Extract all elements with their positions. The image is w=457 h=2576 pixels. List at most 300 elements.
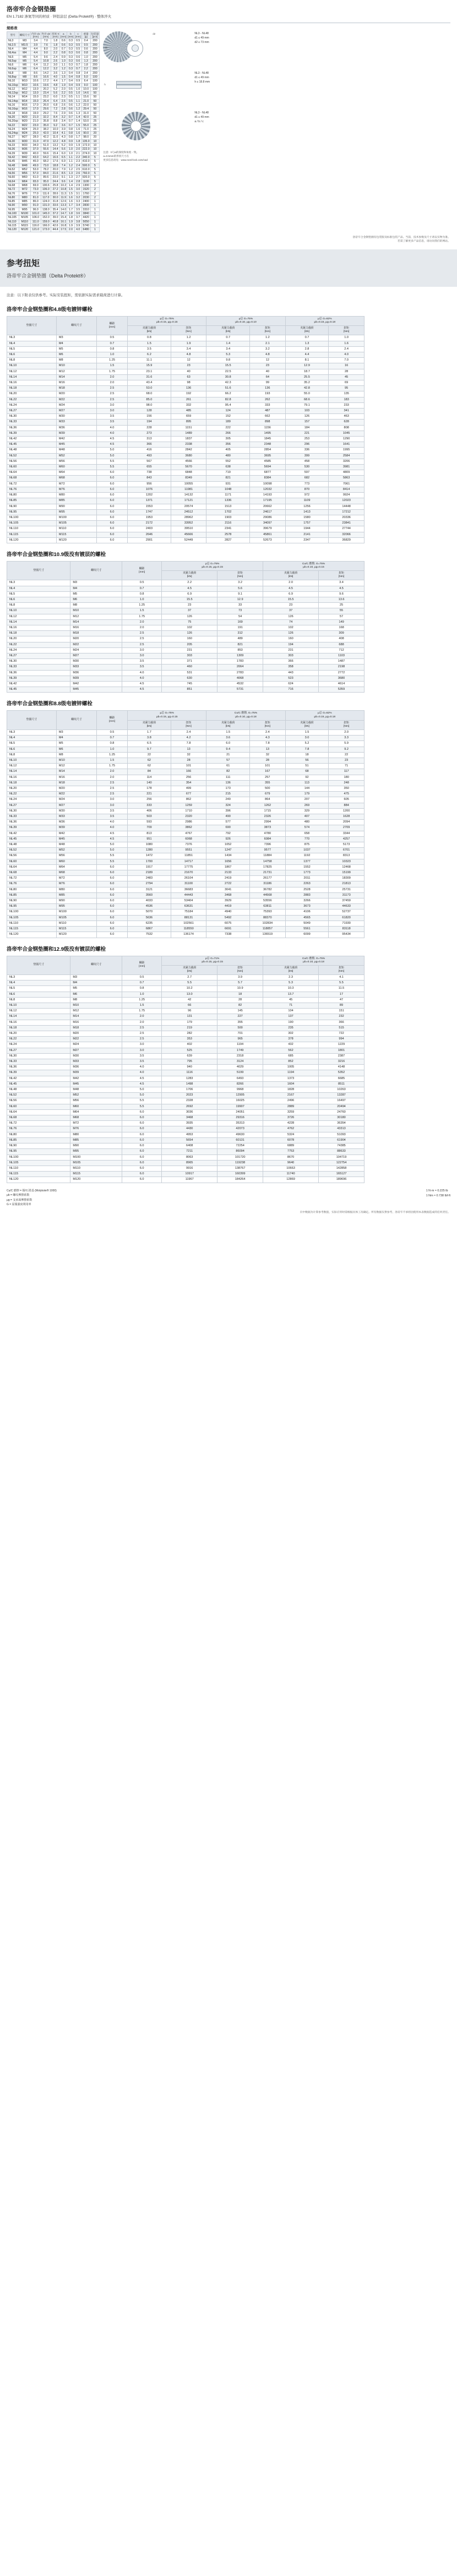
torque-row-washer: NL52 (7, 1093, 70, 1098)
torque-cell: 4.5 (96, 831, 127, 836)
torque-cell: 36683 (171, 887, 206, 892)
spec-cell: 1.3 (74, 111, 81, 115)
note2-line1: NL3 - NL48 (194, 71, 209, 75)
spec-cell: 9.2 (51, 123, 60, 127)
torque-cell: 745 (162, 682, 217, 687)
torque-cell: 6.2 (128, 352, 171, 358)
torque-cell: 43313 (319, 1126, 364, 1132)
torque-cell: 11981 (171, 487, 206, 492)
torque-cell: 1.0 (122, 992, 162, 997)
torque-cell: 6.0 (96, 498, 127, 504)
torque-cell: 6.0 (96, 892, 127, 898)
table-row (7, 346, 364, 352)
torque-cell: 145 (217, 1009, 263, 1014)
spec-cell: M8 (19, 75, 30, 79)
torque-cell: 53556 (250, 898, 286, 904)
torque-row-washer: NL42 (7, 682, 70, 687)
torque-cell: 1192 (285, 853, 329, 859)
torque-cell: 3.0 (96, 803, 127, 808)
torque-cell: 2.5 (96, 780, 127, 786)
torque-cell: 3.0 (122, 647, 162, 653)
torque-row-washer: NL68 (7, 870, 57, 876)
table-row (7, 780, 364, 786)
torque-cell: 2.5 (96, 786, 127, 792)
torque-cell: 20574 (171, 504, 206, 509)
spec-cell: 1.4 (67, 179, 74, 183)
table-row (7, 39, 100, 43)
spec-cell: 1.9 (74, 144, 81, 148)
torque-cell: 19907 (217, 1104, 263, 1109)
torque-row-thread: M16 (56, 775, 96, 780)
torque-cell: 165127 (319, 1172, 364, 1177)
torque-row-thread: M95 (56, 904, 96, 910)
spec-cell: 35.0 (41, 123, 51, 127)
spec-cell: 25 (90, 123, 100, 127)
spec-cell: 124.0 (41, 200, 51, 204)
torque-cell: 156 (128, 414, 171, 420)
torque-row-thread: M22 (70, 1037, 122, 1042)
spec-row-model: NL22 (7, 123, 19, 127)
torque-cell: 1194 (263, 1070, 319, 1076)
torque-row-washer: NL30 (7, 659, 70, 665)
washer-band-upper (116, 81, 142, 85)
torque-cell: 6493 (217, 1076, 263, 1081)
spec-cell: 7.9 (60, 167, 67, 171)
torque-cell: 4.4 (285, 352, 329, 358)
torque-section (0, 543, 457, 693)
torque-cell: 324 (206, 803, 250, 808)
spec-row-model: NL45 (7, 160, 19, 164)
torque-cell: 593 (128, 820, 171, 825)
torque-row-thread: M30 (70, 659, 122, 665)
torque-cell: 2.5 (122, 1025, 162, 1031)
torque-row-washer: NL22 (7, 1037, 70, 1042)
torque-col-header: 垫圈尺寸 (7, 316, 57, 335)
spec-cell: M27 (19, 135, 30, 139)
torque-row-washer: NL85 (7, 498, 57, 504)
torque-cell: 475 (329, 792, 364, 797)
spec-cell: M4 (19, 47, 30, 51)
torque-cell: 92 (285, 775, 329, 780)
table-row (7, 470, 364, 476)
torque-cell: 677 (171, 792, 206, 797)
spec-cell: 5 (90, 176, 100, 179)
spec-cell: 42.0 (41, 132, 51, 135)
dim-label-h: h (104, 83, 106, 86)
torque-cell: 1005 (263, 1065, 319, 1070)
spec-cell: 0.8 (67, 135, 74, 139)
torque-row-washer: NL4 (7, 981, 70, 986)
spec-cell: 20 (90, 135, 100, 139)
torque-cell: 8349 (171, 476, 206, 481)
torque-row-thread: M18 (56, 386, 96, 391)
torque-row-washer: NL18 (7, 1025, 70, 1031)
torque-cell: 0.7 (122, 586, 162, 591)
torque-cell: 3.0 (285, 736, 329, 741)
torque-cell: 5731 (217, 687, 263, 693)
cam-bore-icon (130, 121, 142, 132)
spec-cell: 15.4 (61, 216, 67, 220)
torque-row-washer: NL42 (7, 1076, 70, 1081)
spec-cell: 3.7 (74, 216, 81, 220)
spec-cell: M36 (19, 148, 30, 151)
torque-cell: 9.6 (319, 591, 364, 597)
torque-cell: 126 (285, 414, 329, 420)
spec-row-model: NL14sp (7, 99, 19, 103)
torque-cell: 2827 (206, 537, 250, 543)
spec-cell: 17.0 (30, 104, 41, 107)
spec-cell: 0.3 (67, 67, 74, 71)
torque-cell: 4.1 (319, 975, 364, 981)
torque-cell: 128 (128, 409, 171, 414)
torque-cell: 3.3 (329, 736, 364, 741)
spec-cell: 20 (90, 132, 100, 135)
table-row (7, 876, 364, 881)
torque-cell: 27744 (329, 526, 364, 532)
torque-row-washer: NL30 (7, 1053, 70, 1059)
torque-cell: 5636 (128, 915, 171, 921)
spec-cell: 2.5 (74, 167, 81, 171)
spec-cell: 3.3 (74, 200, 81, 204)
torque-group-header: μ总 G=75% μb=0.15, μg=0.15 (162, 561, 263, 570)
torque-row-thread: M85 (56, 892, 96, 898)
spec-cell: 33.6 (51, 204, 60, 208)
spec-cell: M12 (19, 87, 30, 91)
spec-cell: 31.8 (51, 200, 60, 204)
torque-cell: 0.8 (96, 346, 127, 352)
table-row (7, 614, 364, 619)
torque-row-washer: NL45 (7, 836, 57, 842)
spec-bottom-note-2: 若需了解更多产品信息，请访问我们的网站。 (398, 240, 450, 243)
spec-col-header: a [mm] (61, 32, 67, 39)
torque-cell: 1373 (263, 1076, 319, 1081)
torque-cell: 126 (162, 631, 217, 636)
table-row (7, 515, 364, 520)
torque-row-thread: M80 (56, 887, 96, 892)
torque-cell: 85.0 (128, 397, 171, 402)
torque-cell: 2338 (171, 442, 206, 448)
torque-cell: 1702 (206, 509, 250, 515)
spec-cell: 2.4 (74, 164, 81, 167)
spec-cell: 1.0 (74, 87, 81, 91)
torque-row-thread: M27 (70, 653, 122, 659)
torque-cell: 2.5 (96, 386, 127, 391)
spec-cell: 95.0 (41, 179, 51, 183)
table-row (7, 176, 100, 179)
torque-cell: 72254 (217, 1143, 263, 1149)
spec-cell: M52 (19, 167, 30, 171)
table-row (7, 127, 100, 131)
torque-cell: 2883 (285, 892, 329, 898)
torque-cell: 6.0 (122, 1172, 162, 1177)
torque-subcol-header: 夹紧力载荷 [kN] (263, 571, 319, 580)
spec-cell: M39 (19, 151, 30, 155)
torque-row-washer: NL16 (7, 1020, 70, 1025)
torque-cell: 1.5 (96, 758, 127, 764)
torque-cell: 3.5 (122, 665, 162, 670)
torque-cell: 88370 (250, 915, 286, 921)
table-row (7, 1003, 364, 1009)
torque-row-thread: M8 (56, 752, 96, 758)
torque-cell: 4.0 (96, 825, 127, 831)
torque-row-washer: NL8 (7, 997, 70, 1003)
torque-cell: 30.8 (206, 374, 250, 380)
table-row (7, 71, 100, 75)
spec-cell: 98.0 (81, 135, 90, 139)
spec-cell: 5740 (81, 224, 90, 227)
drawing-row-3 (103, 111, 268, 145)
torque-cell: 1710 (171, 808, 206, 814)
spec-cell: M45 (19, 160, 30, 164)
torque-row-washer: NL33 (7, 420, 57, 425)
spec-cell: 2.2 (60, 91, 67, 95)
note1-line1: NL3 - NL48 (194, 31, 209, 35)
spec-cell: 10.8 (41, 59, 51, 63)
torque-cell: 222 (206, 425, 250, 431)
torque-cell: 303 (162, 653, 217, 659)
torque-cell: 480 (206, 453, 250, 459)
torque-row-washer: NL6 (7, 597, 70, 603)
torque-cell: 356 (206, 442, 250, 448)
spec-cell: 1 (90, 200, 100, 204)
table-row (7, 111, 100, 115)
spec-col-header: 内径 d1 [mm] (31, 32, 40, 39)
drawing-footnotes (103, 150, 268, 162)
torque-row-washer: NL33 (7, 1059, 70, 1065)
torque-row-thread: M24 (70, 1042, 122, 1048)
torque-cell: 7396 (250, 842, 286, 848)
spec-cell: 1 (90, 216, 100, 220)
torque-row-thread: M6 (56, 352, 96, 358)
table-row (7, 752, 364, 758)
footer-conversion-line: 1 Nm ≈ 0.738 lbf·ft (426, 1194, 450, 1197)
spec-cell: 4.1 (60, 132, 67, 135)
torque-cell: 3.0 (96, 409, 127, 414)
table-row (7, 498, 364, 504)
torque-cell: 173 (206, 786, 250, 792)
torque-cell: 6.0 (96, 493, 127, 498)
torque-cell: 1151 (171, 425, 206, 431)
torque-cell: 98.0 (128, 402, 171, 408)
spec-cell: 2 (90, 184, 100, 188)
torque-row-washer: NL100 (7, 515, 57, 520)
spec-cell: 5.0 (81, 75, 90, 79)
spec-cell: 15.0 (30, 95, 41, 99)
torque-cell: 2189 (128, 870, 171, 876)
torque-table (7, 710, 364, 938)
torque-row-washer: NL16 (7, 380, 57, 386)
spec-cell: 1.4 (67, 184, 74, 188)
torque-cell: 4.0 (122, 676, 162, 681)
spec-cell: 69.0 (30, 184, 41, 188)
spec-cell: 0.7 (67, 115, 74, 119)
spec-cell: 2.6 (51, 59, 60, 63)
torque-row-thread: M4 (70, 586, 122, 591)
torque-row-thread: M3 (70, 975, 122, 981)
spec-cell: 23.2 (41, 95, 51, 99)
torque-cell: 5.0 (96, 848, 127, 853)
torque-row-thread: M68 (56, 476, 96, 481)
torque-cell: 4532 (217, 682, 263, 687)
torque-row-thread: M27 (56, 803, 96, 808)
table-row (7, 741, 364, 747)
torque-cell: 358 (263, 665, 319, 670)
torque-cell: 17121 (171, 498, 206, 504)
torque-row-thread: M90 (70, 1143, 122, 1149)
page-title: 洛帝牢合金钢垫圈 (7, 6, 56, 13)
torque-row-thread: M39 (70, 676, 122, 681)
spec-cell: 152.0 (41, 216, 51, 220)
torque-cell: 3.5 (122, 659, 162, 665)
torque-cell: 3873 (250, 825, 286, 831)
spec-cell: 27.2 (51, 188, 60, 192)
torque-cell: 4.0 (122, 1070, 162, 1076)
torque-cell: 12869 (263, 1177, 319, 1183)
torque-cell: 232 (319, 1014, 364, 1020)
torque-cell: 55 (319, 608, 364, 614)
torque-row-washer: NL18 (7, 631, 70, 636)
torque-header-row-1 (7, 561, 364, 570)
torque-cell: 6.0 (96, 470, 127, 476)
torque-cell: 2.2 (162, 580, 217, 586)
torque-cell: 71 (329, 764, 364, 769)
torque-cell: 16497 (319, 1098, 364, 1104)
spec-cell: 10.4 (51, 132, 60, 135)
spec-row-model: NL72 (7, 188, 19, 192)
torque-cell: 3124 (217, 1059, 263, 1065)
table-row (7, 775, 364, 780)
torque-cell: 5173 (329, 842, 364, 848)
spec-row-model: NL8sp (7, 75, 19, 79)
torque-cell: 126 (162, 614, 217, 619)
torque-row-thread: M6 (70, 597, 122, 603)
torque-cell: 8414 (329, 487, 364, 492)
spec-cell: M20 (19, 119, 30, 123)
torque-cell: 9577 (250, 848, 286, 853)
torque-cell: 1.75 (122, 614, 162, 619)
torque-row-thread: M24 (56, 797, 96, 803)
spec-cell: 29.4 (81, 107, 90, 111)
torque-cell: 366 (128, 442, 171, 448)
spec-cell: 100 (90, 83, 100, 87)
torque-row-washer: NL90 (7, 504, 57, 509)
torque-row-thread: M110 (56, 526, 96, 532)
spec-cell: 68.2 (41, 160, 51, 164)
torque-cell: 111 (206, 775, 250, 780)
spec-cell: 0.8 (81, 51, 90, 55)
table-row (7, 391, 364, 397)
torque-cell: 12468 (329, 864, 364, 870)
torque-row-washer: NL6 (7, 747, 57, 752)
spec-row-model: NL24 (7, 127, 19, 131)
table-row (7, 155, 100, 159)
torque-cell: 4.5 (162, 586, 217, 591)
torque-cell: 5.5 (96, 465, 127, 470)
spec-cell: 1760 (81, 192, 90, 195)
table-row (7, 160, 100, 164)
spec-cell: M18 (19, 111, 30, 115)
torque-cell: 167 (250, 769, 286, 775)
spec-cell: 23.4 (41, 91, 51, 95)
torque-row-thread: M12 (70, 1009, 122, 1014)
torque-cell: 2.5 (96, 391, 127, 397)
torque-cell: 341 (329, 409, 364, 414)
spec-row-model: NL16sp (7, 107, 19, 111)
torque-cell: 5561 (285, 927, 329, 932)
spec-row-model: NL39 (7, 151, 19, 155)
torque-cell: 9640 (263, 1160, 319, 1166)
spec-cell: 35.4 (51, 208, 60, 211)
torque-cell: 4.8 (171, 352, 206, 358)
spec-cell: 3840 (81, 212, 90, 216)
spec-cell: 2 (90, 195, 100, 199)
table-row (7, 636, 364, 642)
torque-cell: 63631 (171, 904, 206, 910)
torque-cell: 20662 (250, 504, 286, 509)
table-row (7, 1076, 364, 1081)
torque-cell: 23.1 (128, 369, 171, 374)
torque-cell: 2.0 (122, 1020, 162, 1025)
torque-row-washer: NL52 (7, 453, 57, 459)
spec-cell: M10 (19, 83, 30, 87)
torque-cell: 7338 (206, 932, 250, 938)
torque-cell: 253 (285, 437, 329, 442)
torque-cell: 2901 (128, 537, 171, 543)
torque-cell: 662 (250, 414, 286, 420)
torque-cell: 23841 (329, 521, 364, 526)
torque-cell: 0.7 (96, 736, 127, 741)
torque-row-thread: M85 (70, 1137, 122, 1143)
torque-cell: 688 (319, 642, 364, 647)
torque-cell: 118857 (250, 927, 286, 932)
torque-cell: 2496 (263, 1098, 319, 1104)
torque-cell: 313 (128, 437, 171, 442)
spec-cell: 15.0 (30, 99, 41, 103)
torque-cell: 10098 (250, 481, 286, 487)
spec-cell: 23.0 (30, 123, 41, 127)
spec-cell: 2 (90, 192, 100, 195)
torque-cell: 795 (162, 1059, 217, 1065)
torque-cell: 13.7 (263, 992, 319, 997)
spec-cell: 2.1 (74, 151, 81, 155)
torque-cell: 6068 (171, 836, 206, 842)
torque-row-thread: M36 (56, 820, 96, 825)
torque-cell: 6.0 (96, 509, 127, 515)
torque-cell: 37 (162, 608, 217, 614)
spec-cell: 1.3 (81, 59, 90, 63)
torque-cell: 6.9 (263, 591, 319, 597)
torque-row-washer: NL20 (7, 391, 57, 397)
torque-row-washer: NL105 (7, 521, 57, 526)
torque-cell: 1.25 (96, 752, 127, 758)
torque-subcol-header: 夹紧力载荷 [kN] (285, 326, 329, 335)
spec-cell: 920.0 (82, 176, 90, 179)
torque-row-thread: M20 (56, 786, 96, 792)
torque-cell: 57 (206, 758, 250, 764)
torque-cell: 577 (206, 820, 250, 825)
table-row (7, 532, 364, 537)
torque-subcol-header: 扭矩 [Nm] (329, 326, 364, 335)
table-row (7, 481, 364, 487)
spec-cell: 138.0 (41, 208, 51, 211)
spec-row-model: NL100 (7, 212, 19, 216)
torque-cell: 336 (285, 448, 329, 453)
note3-line1: NL3 - NL48 (194, 111, 209, 115)
torque-cell: 17825 (250, 864, 286, 870)
torque-cell: 30180 (319, 1115, 364, 1121)
torque-cell: 2.1 (250, 341, 286, 346)
torque-cell: 2578 (206, 532, 250, 537)
